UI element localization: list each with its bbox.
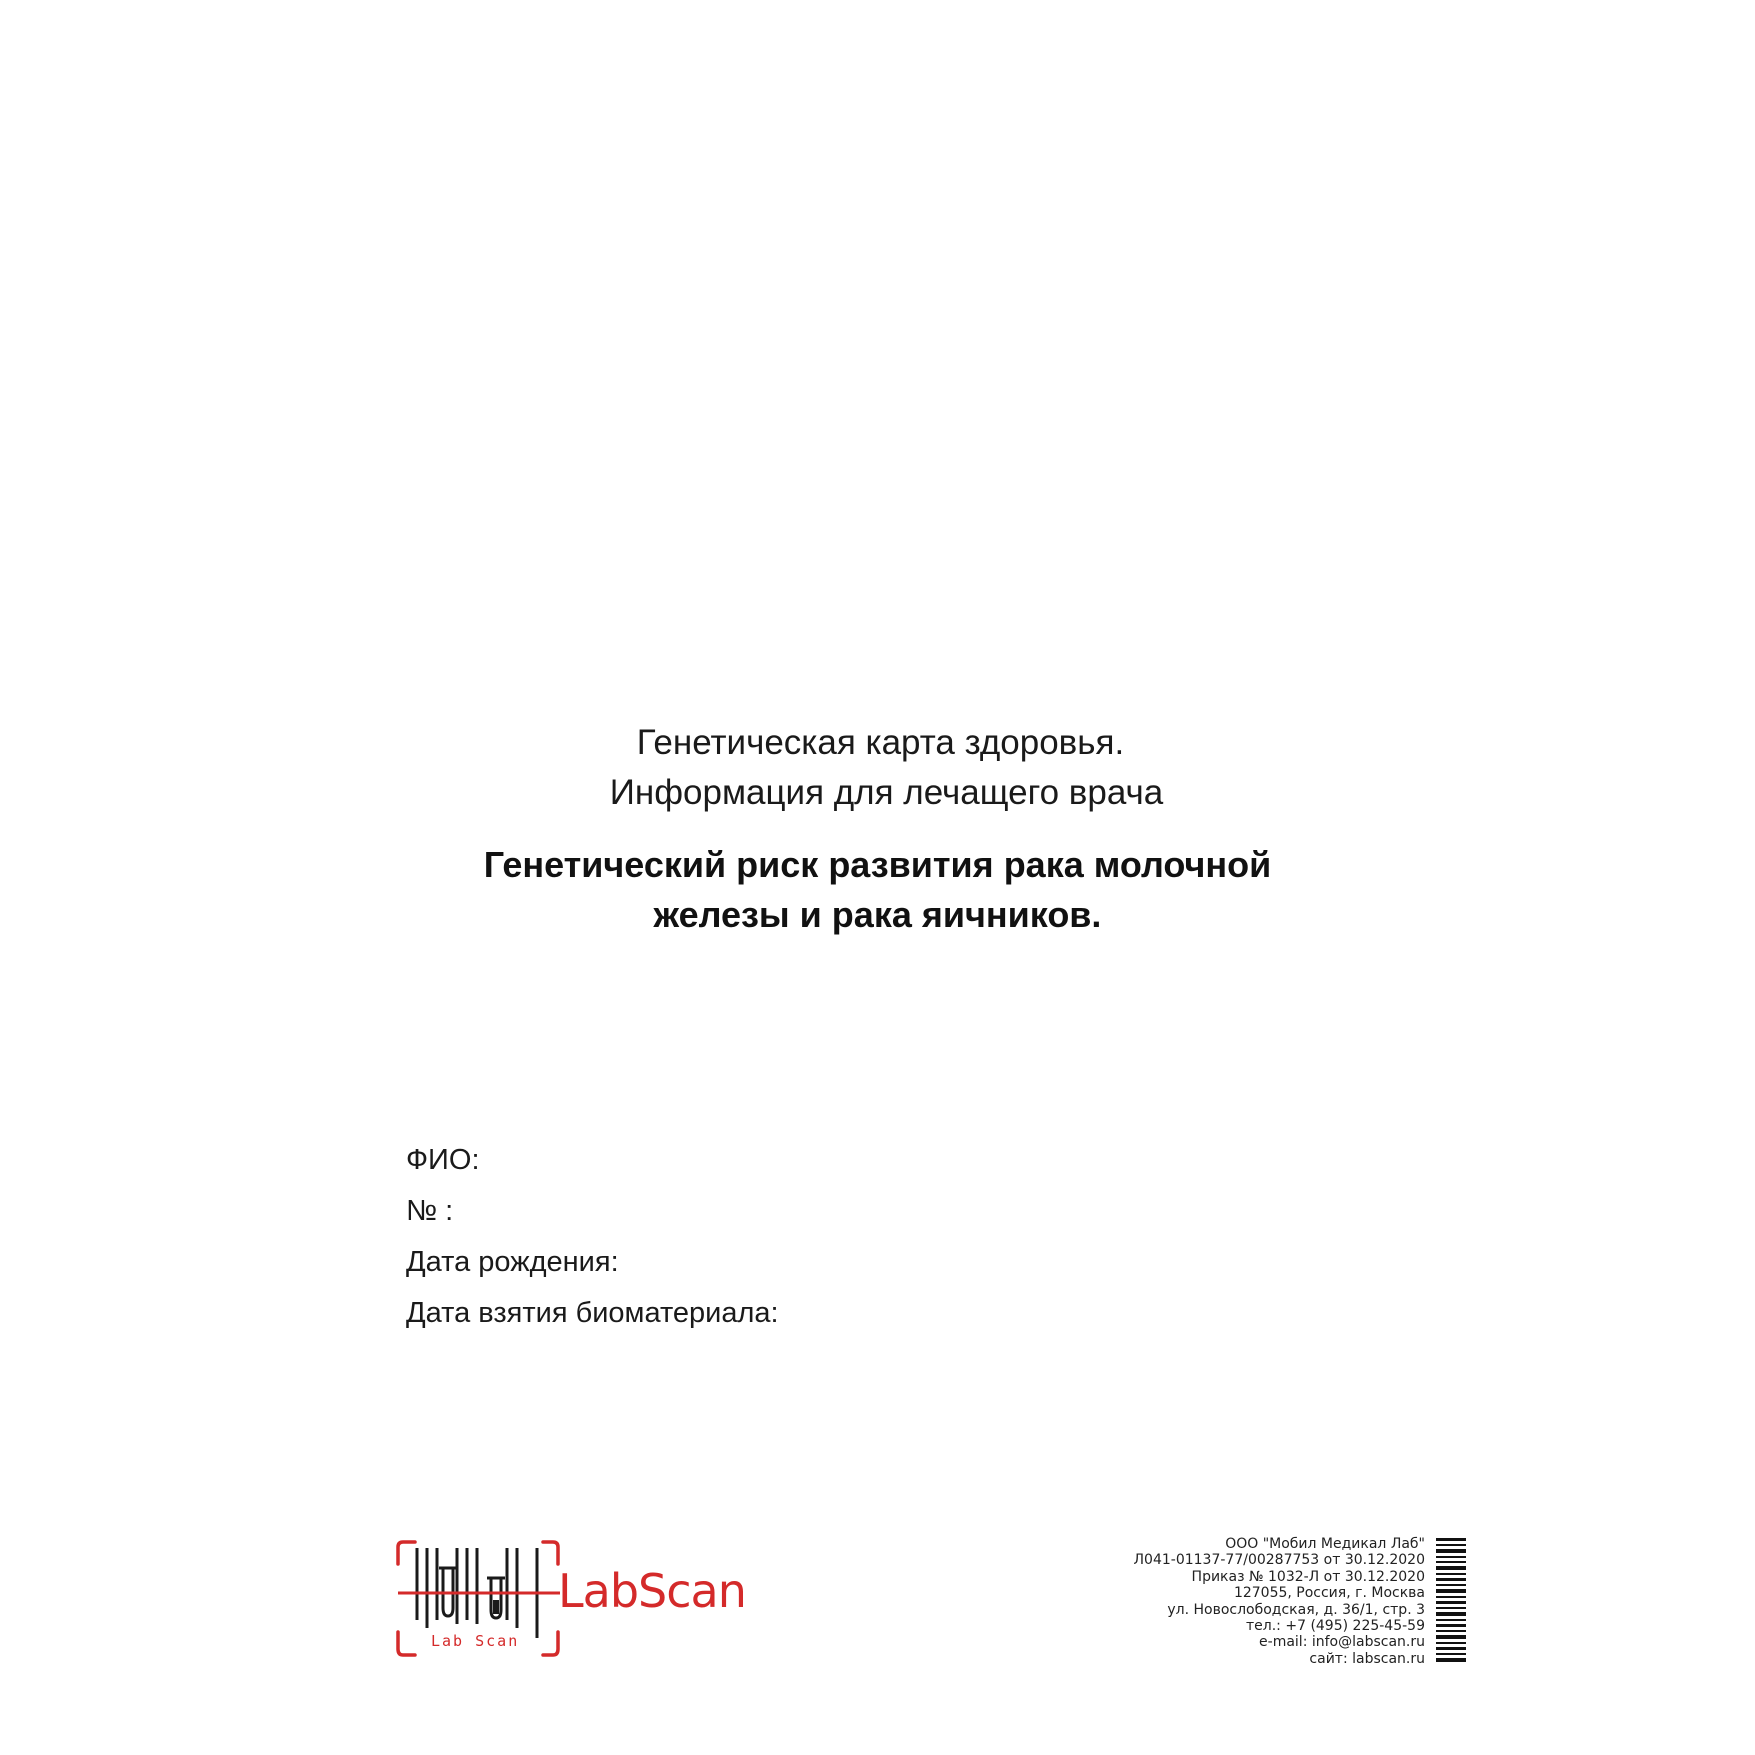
labscan-logo (395, 1538, 765, 1660)
birth-date-label: Дата рождения: (406, 1246, 619, 1278)
heading-line-1: Генетическая карта здоровья. (636, 723, 1125, 762)
title-line-2: железы и рака яичников. (653, 894, 1102, 935)
company-name: ООО "Мобил Медикал Лаб" (1225, 1536, 1425, 1552)
phone: тел.: +7 (495) 225-45-59 (1246, 1618, 1425, 1635)
labscan-logo-icon (395, 1538, 565, 1660)
title-line-1: Генетический риск развития рака молочной (483, 844, 1272, 885)
report-heading (0, 718, 1755, 818)
name-label: ФИО: (406, 1144, 480, 1176)
company-contact-block (1134, 1536, 1425, 1667)
website: сайт: labscan.ru (1309, 1650, 1425, 1667)
report-title (0, 840, 1755, 940)
heading-line-2: Информация для лечащего врача (609, 773, 1164, 812)
email: e-mail: info@labscan.ru (1259, 1634, 1425, 1651)
patient-fields (406, 1135, 779, 1339)
order-number: Приказ № 1032-Л от 30.12.2020 (1191, 1568, 1425, 1585)
number-label: № : (406, 1195, 454, 1227)
barcode-icon (1436, 1538, 1466, 1664)
sample-date-label: Дата взятия биоматериала: (406, 1297, 779, 1329)
address-street: ул. Новослободская, д. 36/1, стр. 3 (1167, 1601, 1425, 1618)
logo-wordmark: LabScan (558, 1564, 746, 1618)
address-city: 127055, Россия, г. Москва (1233, 1585, 1425, 1602)
license-number: Л041-01137-77/00287753 от 30.12.2020 (1133, 1552, 1425, 1569)
logo-inner-text: Lab Scan (431, 1632, 520, 1650)
